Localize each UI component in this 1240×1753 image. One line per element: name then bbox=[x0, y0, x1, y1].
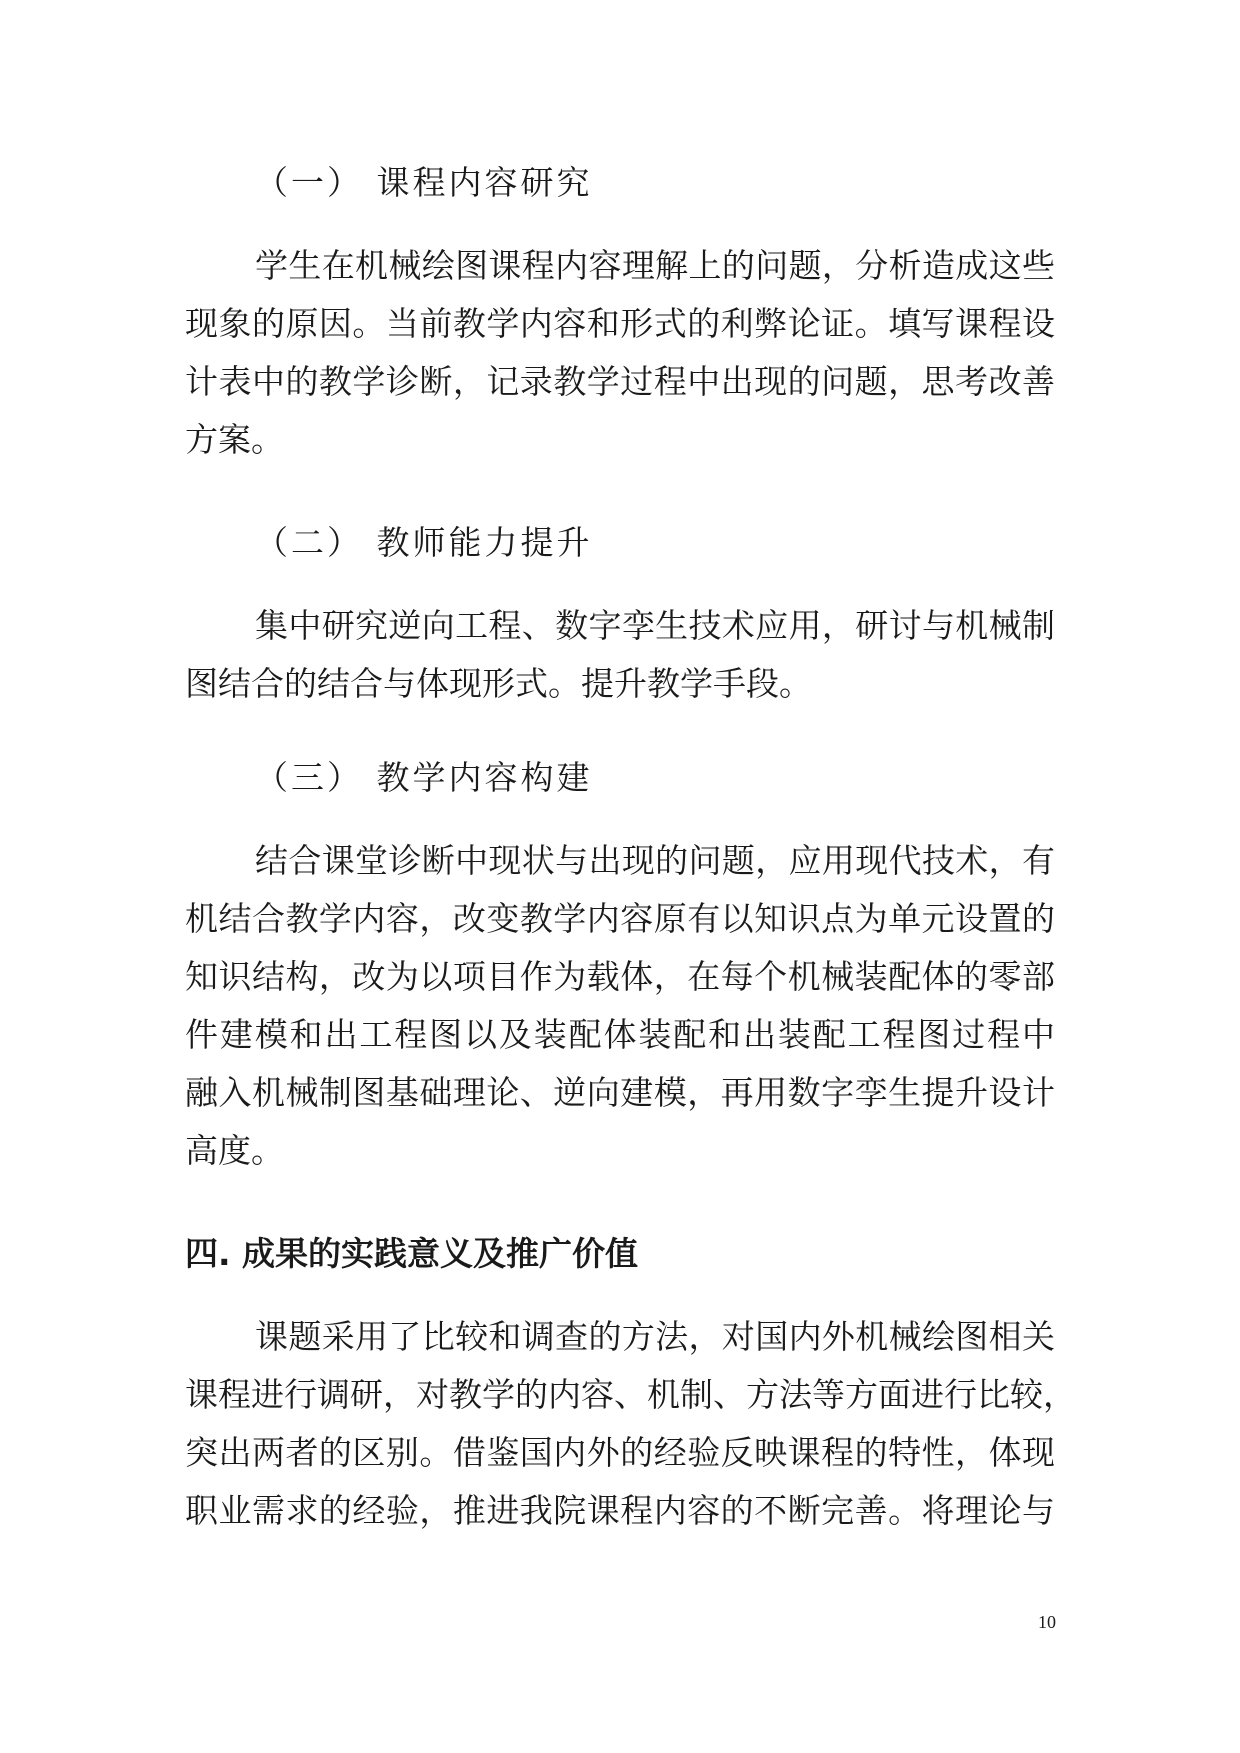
subsection-heading-1: （一） 课程内容研究 bbox=[255, 163, 593, 202]
paragraph-line: 知识结构，改为以项目作为载体，在每个机械装配体的零部 bbox=[185, 957, 1055, 996]
paragraph-line: 融入机械制图基础理论、逆向建模，再用数字孪生提升设计 bbox=[185, 1073, 1055, 1112]
paragraph-line: 结合课堂诊断中现状与出现的问题，应用现代技术，有 bbox=[255, 841, 1055, 880]
paragraph-line: 课程进行调研，对教学的内容、机制、方法等方面进行比较， bbox=[185, 1375, 1076, 1414]
section-title-4: 四. 成果的实践意义及推广价值 bbox=[185, 1234, 639, 1273]
subsection-heading-3: （三） 教学内容构建 bbox=[255, 758, 593, 797]
paragraph-line: 现象的原因。当前教学内容和形式的利弊论证。填写课程设 bbox=[185, 304, 1055, 343]
paragraph-line: 方案。 bbox=[185, 420, 284, 459]
page-number: 10 bbox=[1038, 1612, 1056, 1632]
paragraph-line: 职业需求的经验，推进我院课程内容的不断完善。将理论与 bbox=[185, 1491, 1055, 1530]
paragraph-line: 集中研究逆向工程、数字孪生技术应用，研讨与机械制 bbox=[255, 606, 1055, 645]
subsection-heading-2: （二） 教师能力提升 bbox=[255, 523, 593, 562]
paragraph-line: 机结合教学内容，改变教学内容原有以知识点为单元设置的 bbox=[185, 899, 1055, 938]
paragraph-line: 学生在机械绘图课程内容理解上的问题，分析造成这些 bbox=[255, 246, 1055, 285]
paragraph-line: 计表中的教学诊断，记录教学过程中出现的问题，思考改善 bbox=[185, 362, 1055, 401]
paragraph-line: 图结合的结合与体现形式。提升教学手段。 bbox=[185, 664, 812, 703]
paragraph-line: 课题采用了比较和调查的方法，对国内外机械绘图相关 bbox=[255, 1317, 1055, 1356]
paragraph-line: 件建模和出工程图以及装配体装配和出装配工程图过程中 bbox=[185, 1015, 1055, 1054]
paragraph-line: 突出两者的区别。借鉴国内外的经验反映课程的特性，体现 bbox=[185, 1433, 1055, 1472]
paragraph-line: 高度。 bbox=[185, 1131, 284, 1170]
